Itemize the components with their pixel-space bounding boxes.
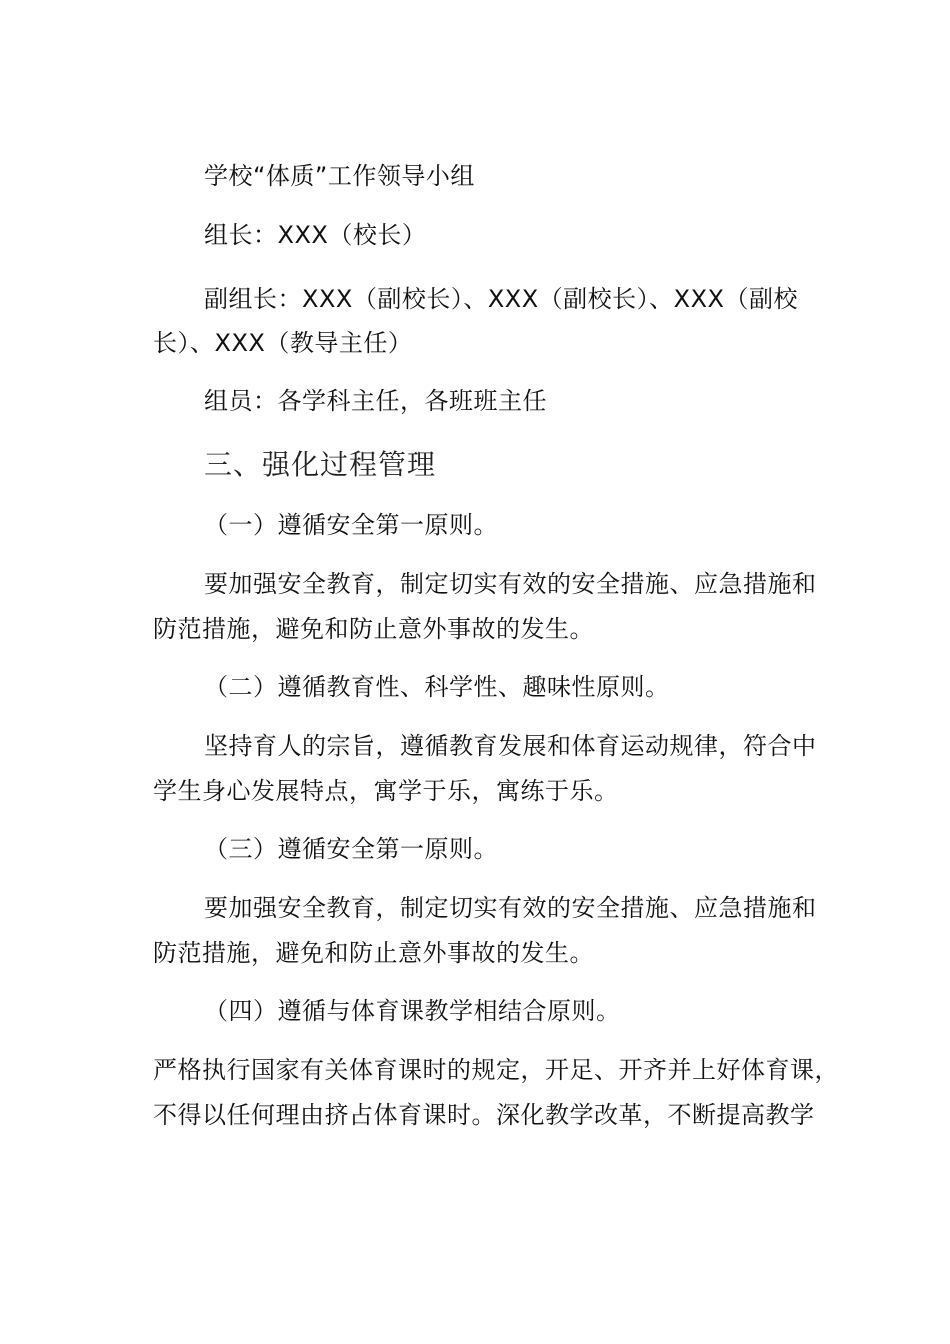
members-line: 组员：各学科主任，各班班主任 <box>204 387 547 415</box>
principle-4-line-1: 严格执行国家有关体育课时的规定，开足、开齐并上好体育课， <box>153 1056 839 1084</box>
principle-1-line-2: 防范措施，避免和防止意外事故的发生。 <box>153 615 594 643</box>
principle-2-title: （二）遵循教育性、科学性、趣味性原则。 <box>204 673 670 701</box>
leader-line: 组长：XXX（校长） <box>204 221 427 249</box>
deputy-line-1: 副组长：XXX（副校长）、XXX（副校长）、XXX（副校 <box>204 285 798 313</box>
principle-2-line-1: 坚持育人的宗旨，遵循教育发展和体育运动规律，符合中 <box>204 732 817 760</box>
principle-2-line-2: 学生身心发展特点，寓学于乐，寓练于乐。 <box>153 777 619 805</box>
principle-4-line-2: 不得以任何理由挤占体育课时。深化教学改革，不断提高教学 <box>153 1101 815 1129</box>
principle-4-title: （四）遵循与体育课教学相结合原则。 <box>204 997 621 1025</box>
principle-3-line-2: 防范措施，避免和防止意外事故的发生。 <box>153 939 594 967</box>
group-title: 学校“体质”工作领导小组 <box>204 162 475 190</box>
principle-1-title: （一）遵循安全第一原则。 <box>204 511 498 539</box>
principle-3-title: （三）遵循安全第一原则。 <box>204 835 498 863</box>
principle-3-line-1: 要加强安全教育，制定切实有效的安全措施、应急措施和 <box>204 894 817 922</box>
section-heading: 三、强化过程管理 <box>204 448 437 481</box>
principle-1-line-1: 要加强安全教育，制定切实有效的安全措施、应急措施和 <box>204 570 817 598</box>
deputy-line-2: 长）、XXX（教导主任） <box>153 329 413 357</box>
